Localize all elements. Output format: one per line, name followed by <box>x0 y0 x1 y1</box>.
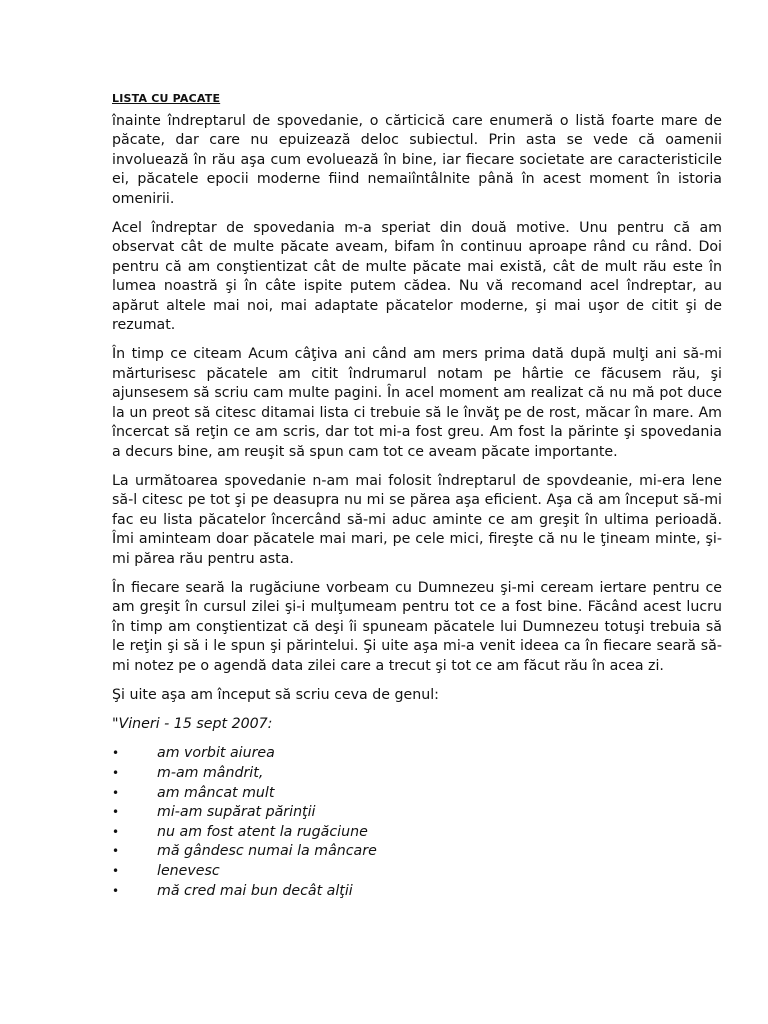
bullet-icon: • <box>112 824 120 839</box>
list-item <box>112 744 722 764</box>
list-item <box>112 882 722 902</box>
bullet-icon: • <box>112 805 120 820</box>
bullet-icon: • <box>112 844 120 859</box>
bullet-icon: • <box>112 883 120 898</box>
bullet-icon: • <box>112 765 120 780</box>
list-item-text: mă cred mai bun decât alţii <box>157 882 353 899</box>
paragraph-1: înainte îndreptarul de spovedanie, o cărticică care enumeră o listă foarte mare de păcate, dar care nu epuizează deloc subiectul. Prin asta se vede că oamenii involuează în rău aşa cum evoluează în bine, iar fiecare societate are caracteristicile ei, păcatele epocii moderne fiind nemaiîntâlnite până în acest moment în istoria omenirii. <box>112 113 722 207</box>
list-item <box>112 842 722 862</box>
date-line: "Vineri - 15 sept 2007: <box>112 716 273 733</box>
paragraph-6: Şi uite aşa am început să scriu ceva de genul: <box>112 686 439 703</box>
paragraph-5: În fiecare seară la rugăciune vorbeam cu Dumnezeu şi-mi ceream iertare pentru ce am greşit în cursul zilei şi-i mulţumeam pentru tot ce a fost bine. Făcând acest lucru în timp am conştientizat că deşi îi spuneam păcatele lui Dumnezeu totuşi trebuia să le reţin şi să i le spun şi părintelui. Şi uite aşa mi-a venit ideea ca în fiecare seară să-mi notez pe o agendă data zilei care a trecut şi tot ce am făcut rău în acea zi. <box>112 579 722 674</box>
document-title: LISTA CU PACATE <box>112 92 221 105</box>
list-item-text: mă gândesc numai la mâncare <box>157 843 377 860</box>
bullet-icon: • <box>112 863 120 878</box>
list-item-text: lenevesc <box>157 862 220 879</box>
list-item <box>112 823 722 843</box>
sin-list <box>112 744 722 901</box>
list-item-text: am vorbit aiurea <box>157 745 275 762</box>
list-item-text: m-am mândrit, <box>157 764 264 781</box>
list-item <box>112 862 722 882</box>
list-item-text: nu am fost atent la rugăciune <box>157 823 368 840</box>
list-item <box>112 764 722 784</box>
bullet-icon: • <box>112 746 120 761</box>
paragraph-4: La următoarea spovedanie n-am mai folosit îndreptarul de spovdeanie, mi-era lene să-l citesc pe tot şi pe deasupra nu mi se părea aşa eficient. Aşa că am început să-mi fac eu lista păcatelor încercând să-mi aduc aminte ce am greşit în ultima perioadă. Îmi aminteam doar păcatele mai mari, pe cele mici, fireşte că nu le ţineam minte, şi-mi părea rău pentru asta. <box>112 472 722 567</box>
list-item <box>112 803 722 823</box>
list-item <box>112 784 722 804</box>
list-item-text: mi-am supărat părinţii <box>157 804 316 821</box>
paragraph-3: În timp ce citeam Acum câţiva ani când am mers prima dată după mulţi ani să-mi mărturisesc păcatele am citit îndrumarul notam pe hârtie ce făcusem rău, şi ajunsesem să scriu cam multe pagini. În acel moment am realizat că nu mă pot duce la un preot să citesc ditamai lista ci trebuie să le învăţ pe de rost, măcar în mare. Am încercat să reţin ce am scris, dar tot mi-a fost greu. Am fost la părinte şi spovedania a decurs bine, am reuşit să spun cam tot ce aveam păcate importante. <box>112 346 722 460</box>
bullet-icon: • <box>112 785 120 800</box>
document-page <box>112 92 722 901</box>
paragraph-2: Acel îndreptar de spovedania m-a speriat din două motive. Unu pentru că am observat cât de multe păcate aveam, bifam în continuu aproape rând cu rând. Doi pentru că am conştientizat cât de multe păcate mai există, cât de mult rău este în lumea noastră şi în câte ispite putem cădea. Nu vă recomand acel îndreptar, au apărut altele mai noi, mai adaptate păcatelor moderne, şi mai uşor de citit şi de rezumat. <box>112 220 722 334</box>
list-item-text: am mâncat mult <box>157 784 275 801</box>
